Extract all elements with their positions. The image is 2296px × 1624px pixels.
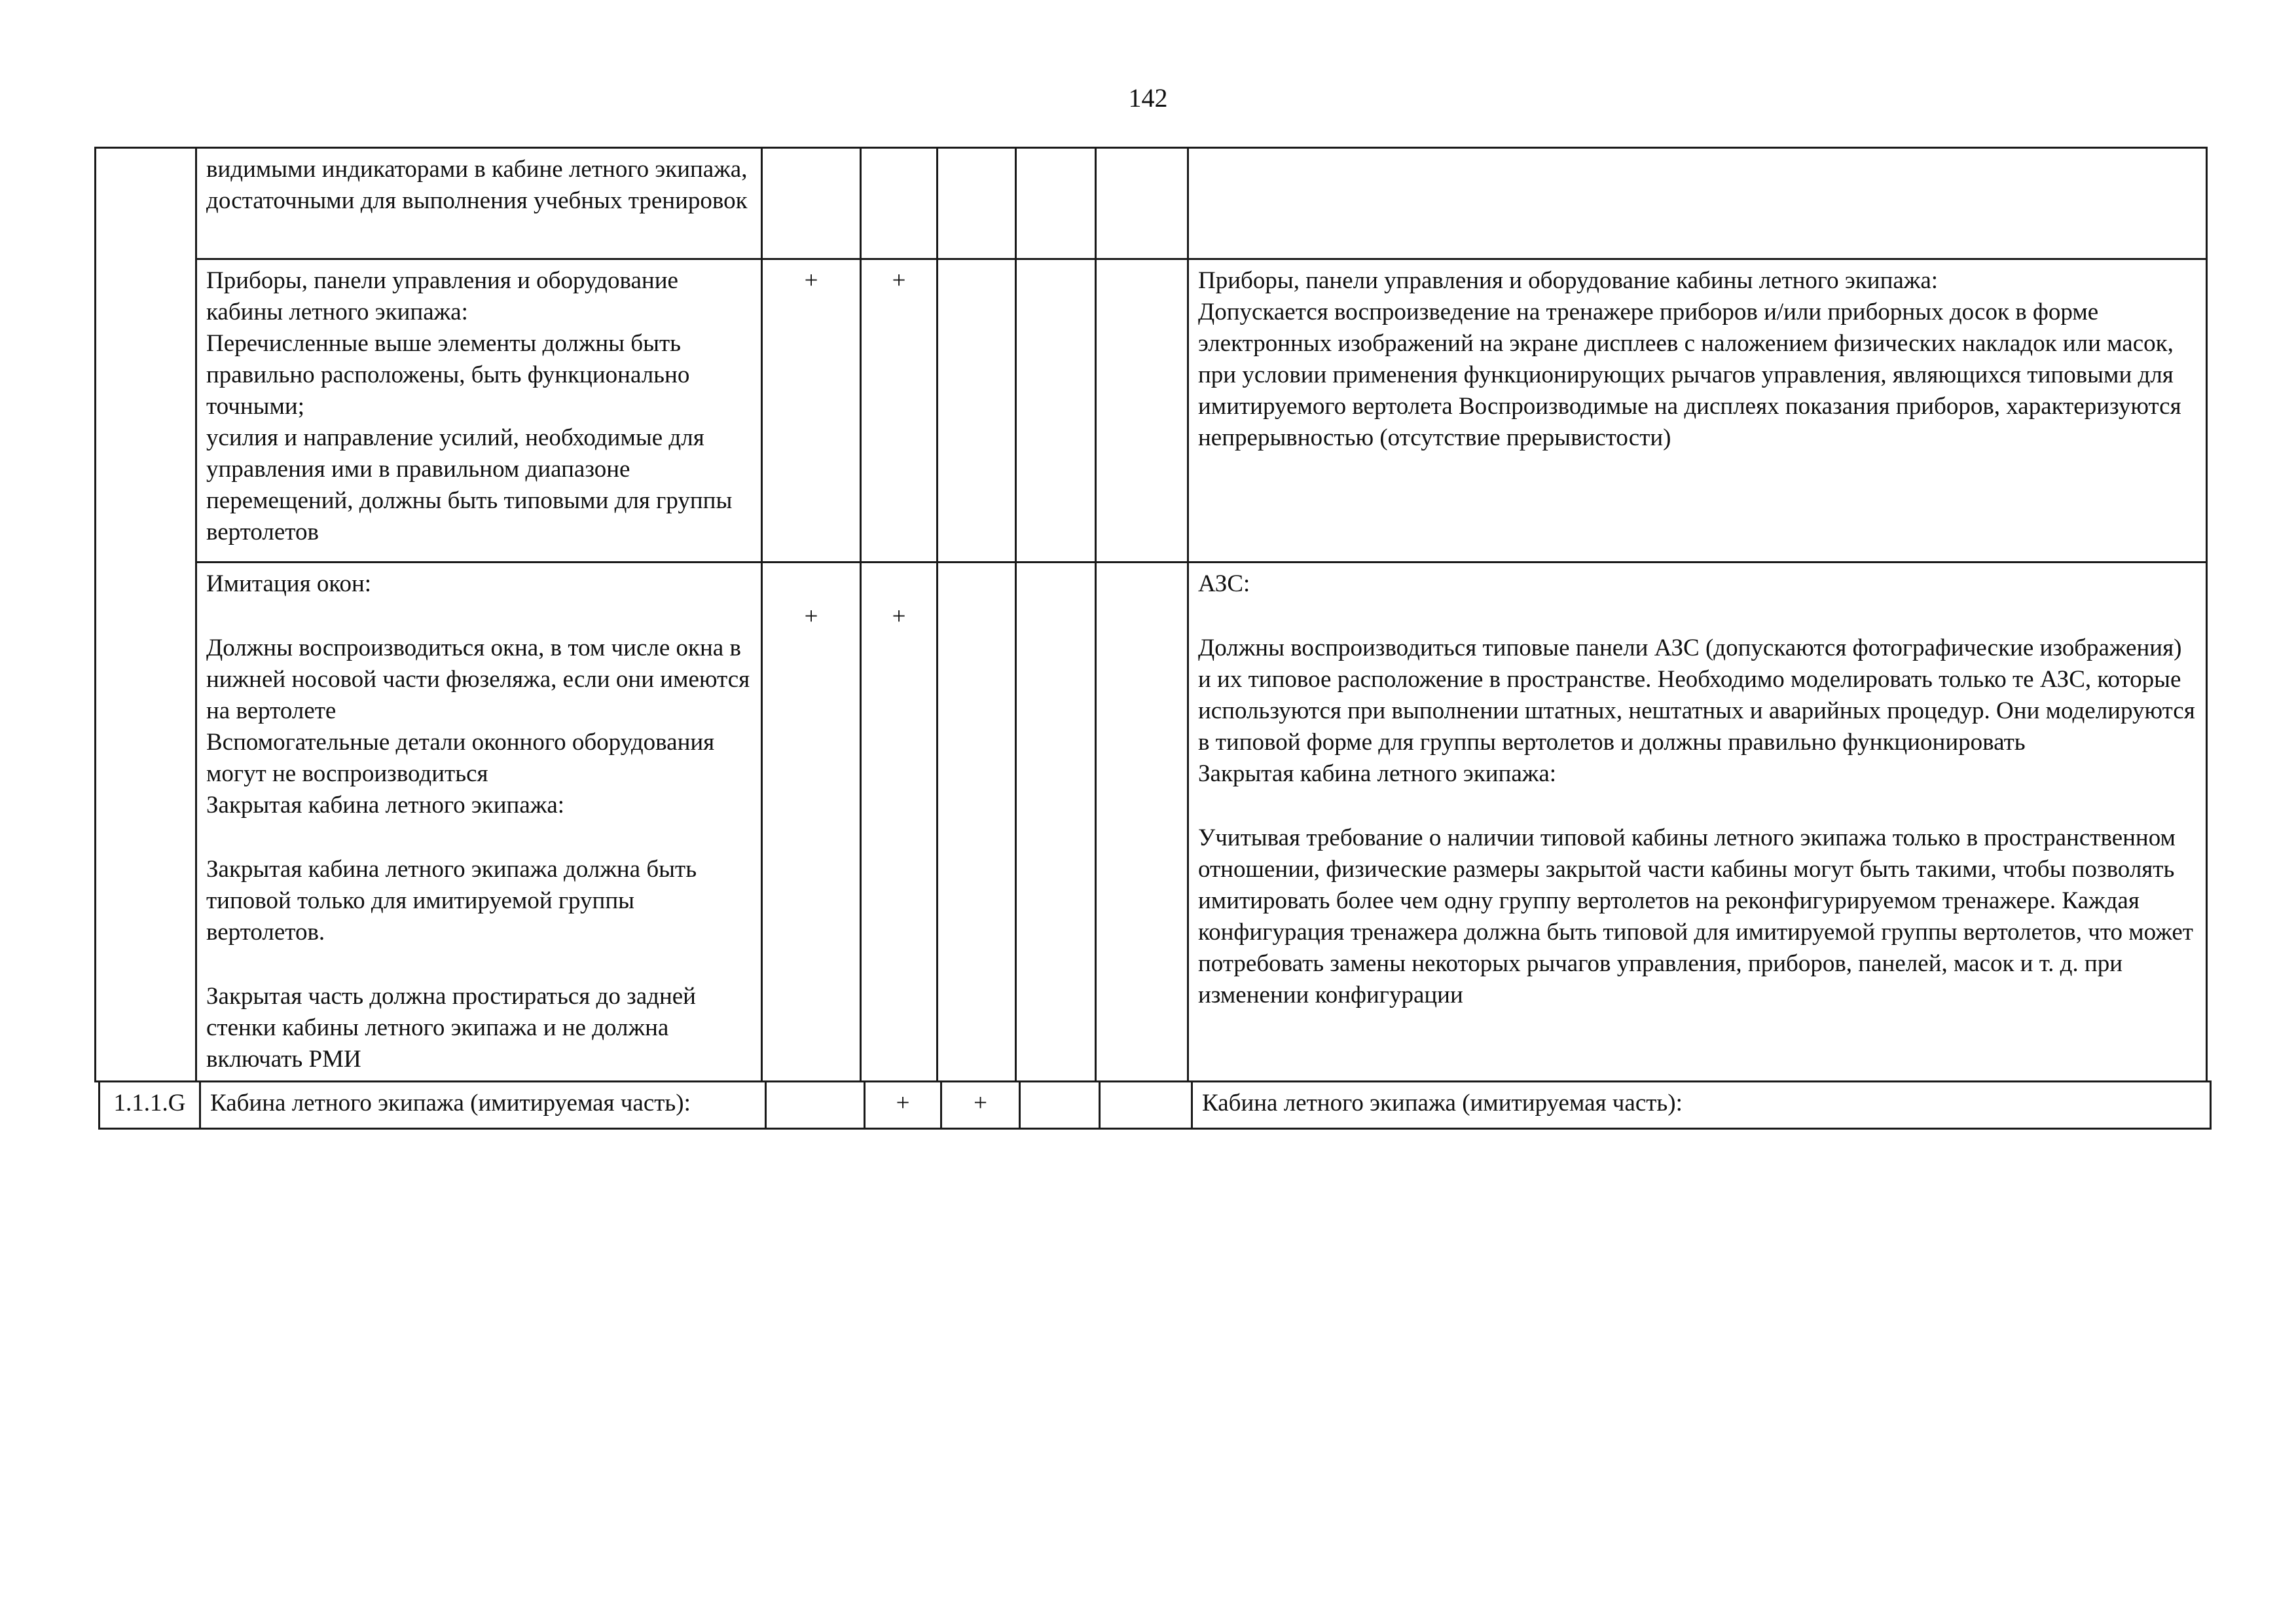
notes-text: Допускается воспроизведение на тренажере приборов и/или приборных досок в форме электронных изображений на экране дисплеев с наложением физических накладок или масок, при условии применения функционирующих рычагов управления, являющихся типовыми для имитируемого вертолета Воспроизводимые на дисплеях показания приборов, характеризуются непрерывностью (отсутствие прерывистости)	[1198, 299, 2181, 451]
requirement-text: Закрытая часть должна простираться до задней стенки кабины летного экипажа и не должна включать РМИ	[206, 983, 696, 1073]
table-row	[100, 1082, 2211, 1129]
mark-cell	[762, 148, 861, 259]
notes-text: Должны воспроизводиться типовые панели АЗС (допускаются фотографические изображения) и их типовое расположение в пространстве. Необходимо моделировать только те АЗС, которые используются при выполнении штатных, нештатных и аварийных процедур. Они моделируются в типовой форме для группы вертолетов и должны правильно функционировать	[1198, 635, 2195, 756]
mark-cell	[861, 563, 938, 1082]
notes-text: Кабина летного экипажа (имитируемая часть):	[1202, 1090, 1683, 1116]
requirements-table	[94, 147, 2208, 1082]
requirement-text: видимыми индикаторами в кабине летного экипажа, достаточными для выполнения учебных тренировок	[206, 156, 748, 214]
mark-cell	[1100, 1082, 1192, 1129]
mark-value: +	[804, 603, 818, 630]
mark-cell	[938, 259, 1016, 563]
mark-cell: +	[861, 259, 938, 563]
mark-cell: +	[941, 1082, 1020, 1129]
requirement-text: Закрытая кабина летного экипажа:	[206, 792, 565, 819]
mark-cell	[1020, 1082, 1100, 1129]
mark-cell	[762, 563, 861, 1082]
mark-cell	[1016, 259, 1096, 563]
requirement-text: Закрытая кабина летного экипажа должна быть типовой только для имитируемой группы вертолетов.	[206, 856, 697, 946]
notes-cell	[1188, 563, 2207, 1082]
mark-cell	[1096, 563, 1188, 1082]
requirement-text: Вспомогательные детали оконного оборудования могут не воспроизводиться	[206, 729, 715, 787]
notes-cell	[1188, 259, 2207, 563]
mark-cell	[1016, 563, 1096, 1082]
requirement-text: Кабина летного экипажа (имитируемая часть):	[210, 1090, 691, 1116]
requirement-cell	[196, 259, 762, 563]
notes-text: Закрытая кабина летного экипажа:	[1198, 760, 1557, 787]
table-row	[96, 563, 2207, 1082]
requirement-cell	[196, 563, 762, 1082]
requirement-text: усилия и направление усилий, необходимые для управления ими в правильном диапазоне перемещений, должны быть типовыми для группы вертолетов	[206, 424, 733, 545]
requirement-cell	[196, 148, 762, 259]
notes-text: АЗС:	[1198, 570, 1250, 597]
mark-cell	[766, 1082, 865, 1129]
requirement-text: Перечисленные выше элементы должны быть правильно расположены, быть функционально точными;	[206, 330, 690, 420]
mark-cell	[938, 563, 1016, 1082]
table-row	[96, 259, 2207, 563]
requirement-text: Должны воспроизводиться окна, в том числе окна в нижней носовой части фюзеляжа, если они имеются на вертолете	[206, 635, 750, 724]
notes-text: Приборы, панели управления и оборудование кабины летного экипажа:	[1198, 267, 1939, 294]
notes-cell	[1188, 148, 2207, 259]
mark-cell	[1016, 148, 1096, 259]
notes-text: Учитывая требование о наличии типовой кабины летного экипажа только в пространственном отношении, физические размеры закрытой части кабины могут быть такими, чтобы позволять имитировать более чем одну группу вертолетов на реконфигурируемом тренажере. Каждая конфигурация тренажера должна быть типовой для имитируемой группы вертолетов, что может потребовать замены некоторых рычагов управления, приборов, панелей, масок и т. д. при изменении конфигурации	[1198, 824, 2193, 1008]
row-number-cell	[96, 148, 196, 1082]
notes-cell	[1192, 1082, 2211, 1129]
mark-cell: +	[762, 259, 861, 563]
mark-value: +	[892, 603, 906, 630]
requirement-cell	[200, 1082, 766, 1129]
mark-cell: +	[865, 1082, 941, 1129]
mark-cell	[861, 148, 938, 259]
requirements-table-continuation	[98, 1080, 2212, 1130]
table-row	[96, 148, 2207, 259]
mark-cell	[938, 148, 1016, 259]
row-number-cell: 1.1.1.G	[100, 1082, 200, 1129]
page-number: 142	[1128, 83, 1168, 113]
mark-cell	[1096, 148, 1188, 259]
requirement-text: Имитация окон:	[206, 570, 372, 597]
requirement-text: Приборы, панели управления и оборудование кабины летного экипажа:	[206, 267, 678, 325]
mark-cell	[1096, 259, 1188, 563]
